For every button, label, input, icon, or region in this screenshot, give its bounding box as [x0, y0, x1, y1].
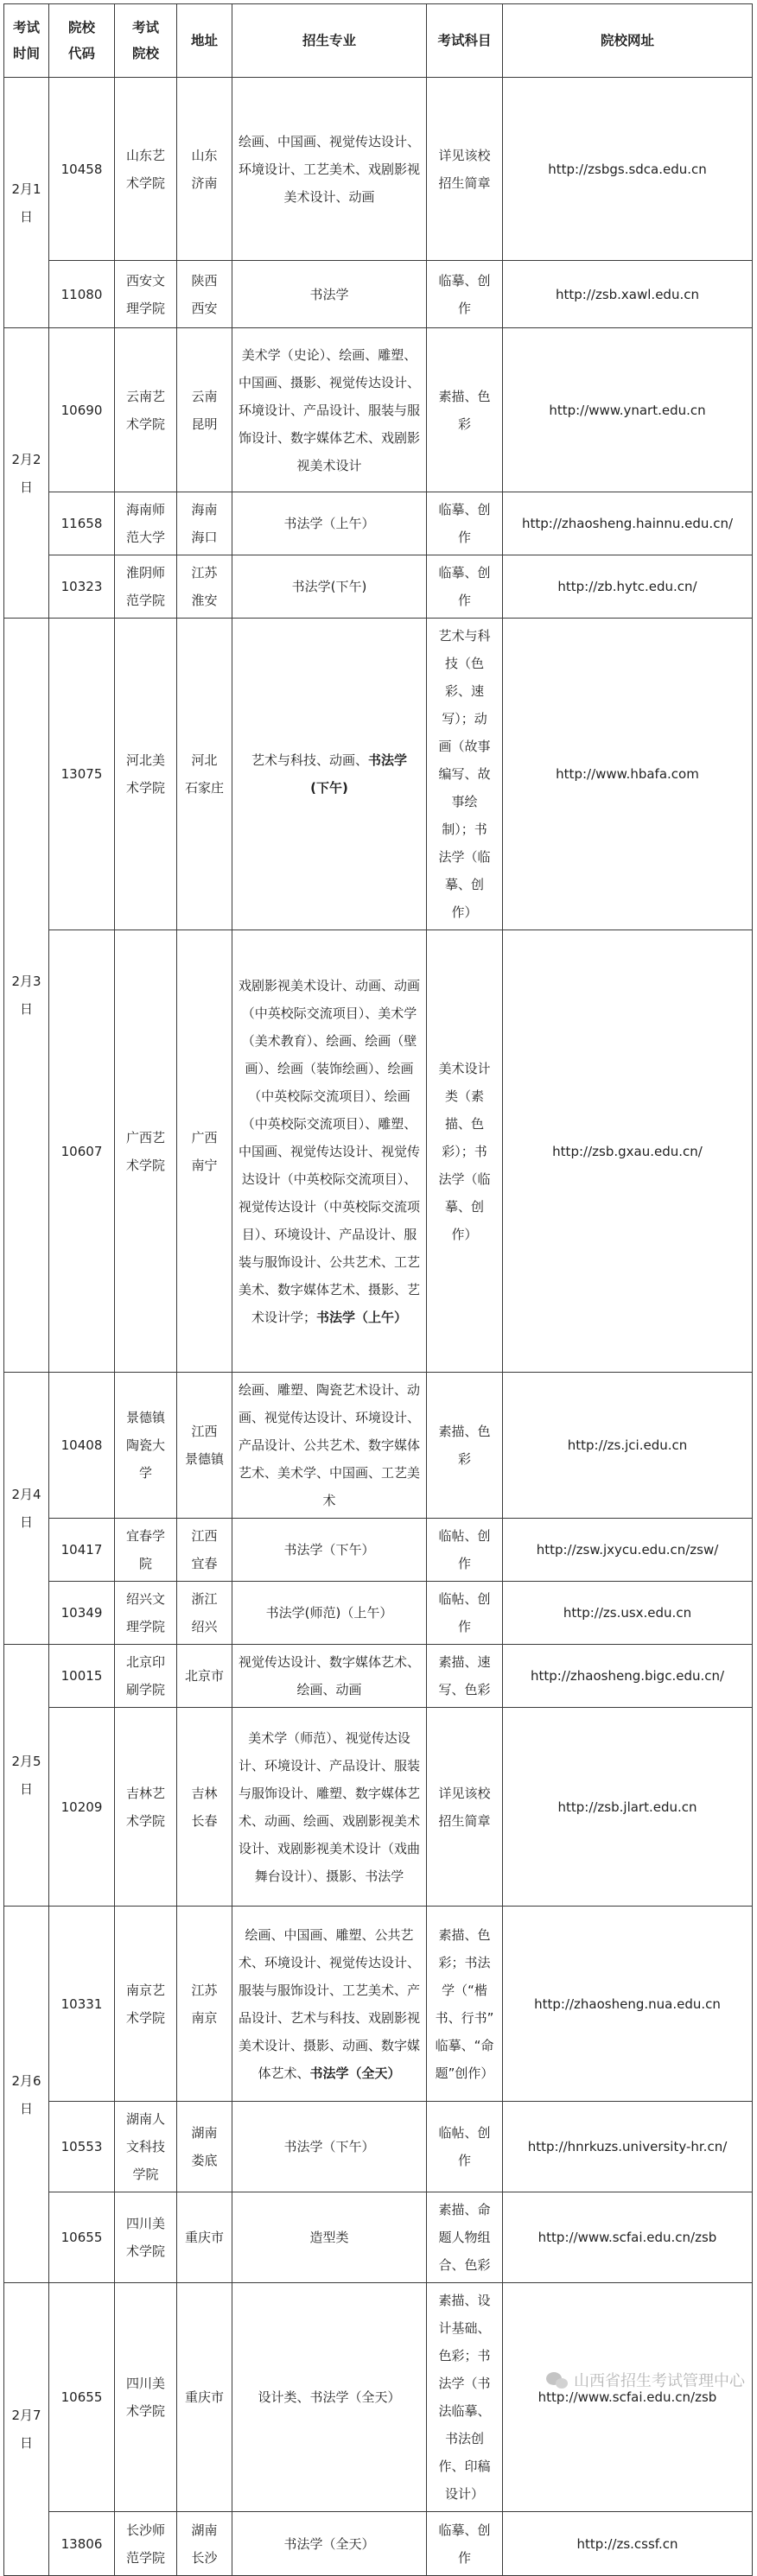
date-cell: 2月6 日	[4, 1907, 49, 2283]
code-cell: 10331	[49, 1907, 115, 2102]
website-link[interactable]: http://zb.hytc.edu.cn/	[503, 555, 753, 619]
school-cell: 湖南人 文科技 学院	[115, 2102, 177, 2192]
code-cell: 11658	[49, 492, 115, 555]
major-cell: 美术学（师范）、视觉传达设计、环境设计、产品设计、服装与服饰设计、雕塑、数字媒体艺术、动画、绘画、戏剧影视美术设计、戏剧影视美术设计（戏曲舞台设计）、摄影、书法学	[232, 1708, 427, 1907]
website-link[interactable]: http://zhaosheng.hainnu.edu.cn/	[503, 492, 753, 555]
date-cell: 2月5 日	[4, 1645, 49, 1907]
code-cell: 13075	[49, 619, 115, 930]
major-cell: 造型类	[232, 2192, 427, 2283]
code-cell: 10690	[49, 328, 115, 492]
major-cell: 书法学（下午）	[232, 2102, 427, 2192]
date-cell: 2月4 日	[4, 1373, 49, 1645]
website-link[interactable]: http://www.scfai.edu.cn/zsb	[503, 2283, 753, 2512]
major-cell	[232, 619, 427, 930]
header-exam-time: 考试 时间	[4, 4, 49, 78]
subject-cell: 素描、色 彩	[427, 328, 503, 492]
address-cell: 河北 石家庄	[177, 619, 232, 930]
major-cell: 书法学	[232, 261, 427, 328]
table-row	[4, 619, 753, 930]
address-cell: 吉林 长春	[177, 1708, 232, 1907]
address-cell: 广西 南宁	[177, 930, 232, 1373]
address-cell: 重庆市	[177, 2283, 232, 2512]
major-cell	[232, 930, 427, 1373]
header-subject: 考试科目	[427, 4, 503, 78]
school-cell: 长沙师 范学院	[115, 2512, 177, 2576]
address-cell: 陕西 西安	[177, 261, 232, 328]
address-cell: 江苏 南京	[177, 1907, 232, 2102]
table-row	[4, 1708, 753, 1907]
school-cell: 四川美 术学院	[115, 2283, 177, 2512]
major-text: 艺术与科技、动画、	[251, 752, 368, 768]
address-cell: 重庆市	[177, 2192, 232, 2283]
website-link[interactable]: http://zsw.jxycu.edu.cn/zsw/	[503, 1519, 753, 1582]
website-link[interactable]: http://zs.jci.edu.cn	[503, 1373, 753, 1519]
address-cell: 湖南 娄底	[177, 2102, 232, 2192]
major-cell: 绘画、中国画、视觉传达设计、环境设计、工艺美术、戏剧影视美术设计、动画	[232, 78, 427, 261]
website-link[interactable]: http://www.hbafa.com	[503, 619, 753, 930]
table-row	[4, 2102, 753, 2192]
website-link[interactable]: http://zsb.jlart.edu.cn	[503, 1708, 753, 1907]
address-cell: 海南 海口	[177, 492, 232, 555]
date-cell: 2月7 日	[4, 2283, 49, 2576]
subject-cell: 美术设计 类（素 描、色 彩）；书 法学（临 摹、创 作）	[427, 930, 503, 1373]
major-cell: 书法学（全天）	[232, 2512, 427, 2576]
table-row	[4, 2512, 753, 2576]
website-link[interactable]: http://zhaosheng.bigc.edu.cn/	[503, 1645, 753, 1708]
website-link[interactable]: http://zsb.gxau.edu.cn/	[503, 930, 753, 1373]
subject-cell: 临摹、创 作	[427, 555, 503, 619]
major-cell: 书法学（下午）	[232, 1519, 427, 1582]
exam-schedule-table	[3, 3, 753, 2576]
website-link[interactable]: http://zsbgs.sdca.edu.cn	[503, 78, 753, 261]
website-link[interactable]: http://www.scfai.edu.cn/zsb	[503, 2192, 753, 2283]
school-cell: 山东艺 术学院	[115, 78, 177, 261]
date-cell: 2月2 日	[4, 328, 49, 619]
subject-cell: 素描、命 题人物组 合、色彩	[427, 2192, 503, 2283]
table-row	[4, 492, 753, 555]
watermark-text: 山西省招生考试管理中心	[574, 2372, 745, 2390]
school-cell: 宜春学 院	[115, 1519, 177, 1582]
school-cell: 云南艺 术学院	[115, 328, 177, 492]
watermark	[546, 2369, 745, 2391]
major-bold-text: 书法学 (下午)	[310, 752, 408, 796]
website-link[interactable]: http://zs.usx.edu.cn	[503, 1582, 753, 1645]
website-link[interactable]: http://hnrkuzs.university-hr.cn/	[503, 2102, 753, 2192]
table-row	[4, 1373, 753, 1519]
code-cell: 11080	[49, 261, 115, 328]
subject-cell: 艺术与科 技（色 彩、速 写）；动 画（故事 编写、故 事绘 制）；书 法学（临 摹、创 作）	[427, 619, 503, 930]
school-cell: 淮阴师 范学院	[115, 555, 177, 619]
school-cell: 河北美 术学院	[115, 619, 177, 930]
address-cell: 浙江 绍兴	[177, 1582, 232, 1645]
table-row	[4, 2283, 753, 2512]
table-row	[4, 2192, 753, 2283]
code-cell: 10553	[49, 2102, 115, 2192]
subject-cell: 临摹、创 作	[427, 2512, 503, 2576]
subject-cell: 素描、速 写、色彩	[427, 1645, 503, 1708]
date-cell: 2月1 日	[4, 78, 49, 328]
school-cell: 广西艺 术学院	[115, 930, 177, 1373]
subject-cell: 详见该校 招生简章	[427, 1708, 503, 1907]
table-row	[4, 1907, 753, 2102]
school-cell: 景德镇 陶瓷大 学	[115, 1373, 177, 1519]
table-row	[4, 78, 753, 261]
date-cell: 2月3 日	[4, 619, 49, 1373]
school-cell: 吉林艺 术学院	[115, 1708, 177, 1907]
subject-cell: 素描、设 计基础、 色彩；书 法学（书 法临摹、 书法创 作、印稿 设计）	[427, 2283, 503, 2512]
table-row	[4, 328, 753, 492]
address-cell: 江西 宜春	[177, 1519, 232, 1582]
subject-cell: 临摹、创 作	[427, 261, 503, 328]
code-cell: 10655	[49, 2283, 115, 2512]
major-bold-text: 书法学（全天）	[309, 2065, 401, 2081]
school-cell: 绍兴文 理学院	[115, 1582, 177, 1645]
address-cell: 湖南 长沙	[177, 2512, 232, 2576]
major-cell: 设计类、书法学（全天）	[232, 2283, 427, 2512]
subject-cell: 素描、色 彩；书法 学（“楷 书、行书” 临摹、“命 题”创作）	[427, 1907, 503, 2102]
table-row	[4, 1582, 753, 1645]
header-website: 院校网址	[503, 4, 753, 78]
major-bold-text: 书法学（上午）	[316, 1309, 408, 1325]
code-cell: 10323	[49, 555, 115, 619]
major-cell: 书法学(下午)	[232, 555, 427, 619]
major-text: 戏剧影视美术设计、动画、动画（中英校际交流项目）、美术学（美术教育）、绘画、绘画（壁画）、绘画（装饰绘画）、绘画（中英校际交流项目）、绘画（中英校际交流项目）、雕塑、中国画、视觉传达设计、视觉传达设计（中英校际交流项目）、视觉传达设计（中英校际交流项目）、环境设计、产品设计、服装与服饰设计、公共艺术、工艺美术、数字媒体艺术、摄影、艺术设计学；	[238, 977, 420, 1325]
subject-cell: 临帖、创 作	[427, 1519, 503, 1582]
code-cell: 10458	[49, 78, 115, 261]
address-cell: 山东 济南	[177, 78, 232, 261]
address-cell: 江西 景德镇	[177, 1373, 232, 1519]
header-major: 招生专业	[232, 4, 427, 78]
address-cell: 云南 昆明	[177, 328, 232, 492]
address-cell: 北京市	[177, 1645, 232, 1708]
website-link[interactable]: http://www.ynart.edu.cn	[503, 328, 753, 492]
wechat-icon	[546, 2370, 569, 2389]
table-row	[4, 1519, 753, 1582]
header-school-code: 院校 代码	[49, 4, 115, 78]
code-cell: 10417	[49, 1519, 115, 1582]
table-row	[4, 1645, 753, 1708]
table-row	[4, 930, 753, 1373]
subject-cell: 素描、色 彩	[427, 1373, 503, 1519]
code-cell: 10209	[49, 1708, 115, 1907]
website-link[interactable]: http://zs.cssf.cn	[503, 2512, 753, 2576]
major-cell: 绘画、雕塑、陶瓷艺术设计、动画、视觉传达设计、环境设计、产品设计、公共艺术、数字媒体艺术、美术学、中国画、工艺美术	[232, 1373, 427, 1519]
code-cell: 10655	[49, 2192, 115, 2283]
major-cell	[232, 1907, 427, 2102]
subject-cell: 详见该校 招生简章	[427, 78, 503, 261]
header-address: 地址	[177, 4, 232, 78]
school-cell: 南京艺 术学院	[115, 1907, 177, 2102]
subject-cell: 临摹、创 作	[427, 492, 503, 555]
code-cell: 10607	[49, 930, 115, 1373]
website-link[interactable]: http://zsb.xawl.edu.cn	[503, 261, 753, 328]
code-cell: 13806	[49, 2512, 115, 2576]
address-cell: 江苏 淮安	[177, 555, 232, 619]
major-cell: 书法学（上午）	[232, 492, 427, 555]
table-header-row	[4, 4, 753, 78]
school-cell: 海南师 范大学	[115, 492, 177, 555]
school-cell: 北京印 刷学院	[115, 1645, 177, 1708]
table-row	[4, 261, 753, 328]
school-cell: 四川美 术学院	[115, 2192, 177, 2283]
school-cell: 西安文 理学院	[115, 261, 177, 328]
code-cell: 10349	[49, 1582, 115, 1645]
subject-cell: 临帖、创 作	[427, 2102, 503, 2192]
code-cell: 10015	[49, 1645, 115, 1708]
website-link[interactable]: http://zhaosheng.nua.edu.cn	[503, 1907, 753, 2102]
major-cell: 书法学(师范)（上午）	[232, 1582, 427, 1645]
major-text: 绘画、中国画、雕塑、公共艺术、环境设计、视觉传达设计、服装与服饰设计、工艺美术、产品设计、艺术与科技、戏剧影视美术设计、摄影、动画、数字媒体艺术、	[238, 1926, 420, 2081]
subject-cell: 临帖、创 作	[427, 1582, 503, 1645]
table-row	[4, 555, 753, 619]
major-cell: 美术学（史论）、绘画、雕塑、中国画、摄影、视觉传达设计、环境设计、产品设计、服装与服饰设计、数字媒体艺术、戏剧影视美术设计	[232, 328, 427, 492]
major-cell: 视觉传达设计、数字媒体艺术、绘画、动画	[232, 1645, 427, 1708]
header-exam-school: 考试 院校	[115, 4, 177, 78]
code-cell: 10408	[49, 1373, 115, 1519]
